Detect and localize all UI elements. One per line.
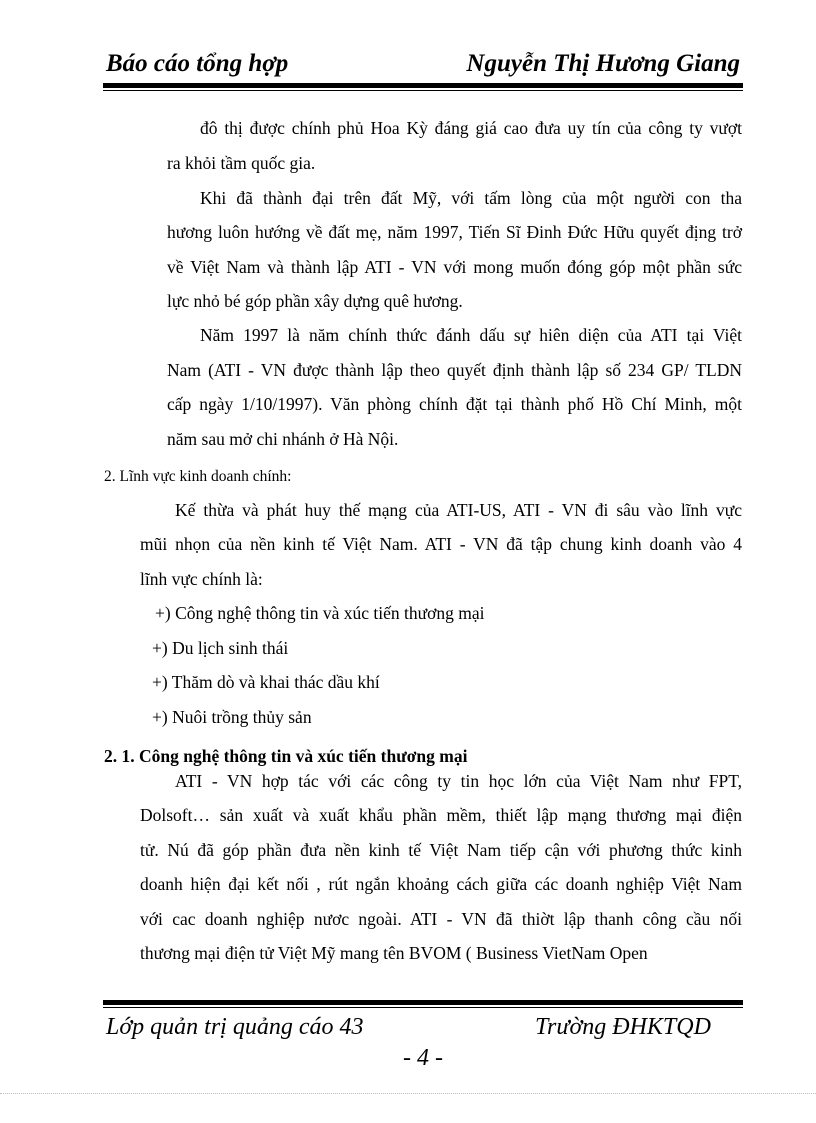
list-item: +) Thăm dò và khai thác dầu khí <box>152 672 380 692</box>
paragraph-line: mũi nhọn của nền kinh tế Việt Nam. ATI - VN đã tập chung kinh doanh vào 4 <box>140 534 742 554</box>
footer-rule-thin <box>103 1007 743 1008</box>
header-author: Nguyễn Thị Hương Giang <box>466 50 740 77</box>
paragraph-line: về Việt Nam và thành lập ATI - VN với mong muốn đóng góp một phần sức <box>167 257 742 277</box>
paragraph-line: Kế thừa và phát huy thế mạng của ATI-US, ATI - VN đi sâu vào lĩnh vực <box>175 500 742 520</box>
paragraph-line: Năm 1997 là năm chính thức đánh dấu sự hiên diện của ATI tại Việt <box>200 325 742 345</box>
paragraph-line: ATI - VN hợp tác với các công ty tin học lớn của Việt Nam như FPT, <box>175 771 742 791</box>
paragraph-line: lĩnh vực chính là: <box>140 569 263 589</box>
header-rule-thin <box>103 90 743 91</box>
paragraph-line: Nam (ATI - VN được thành lập theo quyết định thành lập số 234 GP/ TLDN <box>167 360 742 380</box>
paragraph-line: doanh hiện đại kết nối , rút ngắn khoảng cách giữa các doanh nghiệp Việt Nam <box>140 874 742 894</box>
list-item: +) Du lịch sinh thái <box>152 638 289 658</box>
paragraph-line: cấp ngày 1/10/1997). Văn phòng chính đặt tại thành phố Hồ Chí Minh, một <box>167 394 742 414</box>
paragraph-line: Khi đã thành đại trên đất Mỹ, với tấm lòng của một người con tha <box>200 188 742 208</box>
paragraph-line: năm sau mở chi nhánh ở Hà Nội. <box>167 429 399 449</box>
list-item: +) Công nghệ thông tin và xúc tiến thương mại <box>155 603 485 623</box>
paragraph-line: ra khỏi tầm quốc gia. <box>167 153 316 173</box>
page-bottom-dotted-line <box>0 1093 816 1094</box>
header-rule-thick <box>103 83 743 88</box>
paragraph-line: với cac doanh nghiệp nươc ngoài. ATI - VN đã thiờt lập thanh công cầu nối <box>140 909 742 929</box>
paragraph-line: thương mại điện tử Việt Mỹ mang tên BVOM ( Business VietNam Open <box>140 943 648 963</box>
header-title: Báo cáo tổng hợp <box>106 50 289 77</box>
footer-class-name: Lớp quản trị quảng cáo 43 <box>106 1014 364 1040</box>
paragraph-line: lực nhỏ bé góp phần xây dựng quê hương. <box>167 291 463 311</box>
footer-school-name: Trường ĐHKTQD <box>535 1014 711 1040</box>
subsection-heading: 2. 1. Công nghệ thông tin và xúc tiến thương mại <box>104 746 468 766</box>
list-item: +) Nuôi trồng thủy sản <box>152 707 312 727</box>
paragraph-line: đô thị được chính phủ Hoa Kỳ đáng giá cao đưa uy tín của công ty vượt <box>200 118 742 138</box>
section-heading: 2. Lĩnh vực kinh doanh chính: <box>104 468 292 485</box>
paragraph-line: hương luôn hướng về đất mẹ, năm 1997, Tiến Sĩ Đinh Đức Hữu quyết địng trở <box>167 222 742 242</box>
paragraph-line: tử. Nú đã góp phần đưa nền kinh tế Việt Nam tiếp cận với phương thức kinh <box>140 840 742 860</box>
footer-rule-thick <box>103 1000 743 1005</box>
page-number: - 4 - <box>403 1045 443 1071</box>
paragraph-line: Dolsoft… sản xuất và xuất khẩu phần mềm, thiết lập mạng thương mại điện <box>140 805 742 825</box>
